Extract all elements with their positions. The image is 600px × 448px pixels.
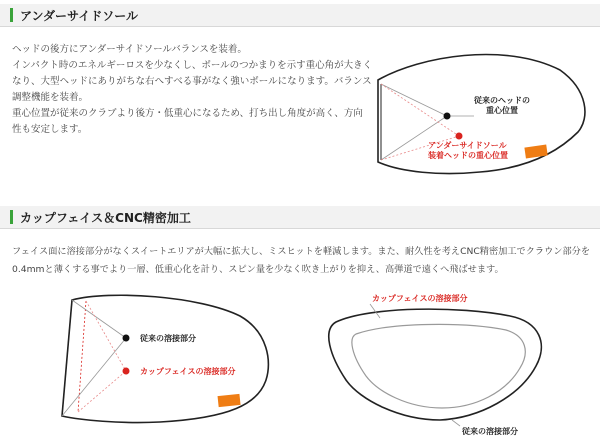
paragraph-line: なり、大型ヘッドにありがちな右へすべる事がなく強いボールになります。バランス (12, 76, 372, 87)
label-cupface-weld: カップフェイスの溶接部分 (140, 367, 236, 376)
paragraph-line: 調整機能を装着。 (12, 92, 89, 103)
label-conventional-cog: 従来のヘッドの (474, 96, 530, 105)
sole-weight-marker (218, 394, 241, 407)
conventional-weld-dot (123, 335, 130, 342)
section-title: アンダーサイドソール (20, 9, 138, 23)
label-conventional-weld: 従来の溶接部分 (140, 334, 196, 343)
paragraph-line: インパクト時のエネルギーロスを少なくし、ボールのつかまりを示す重心角が大きく (12, 60, 373, 71)
label-new-cog-2: 装着ヘッドの重心位置 (428, 151, 508, 160)
paragraph-line: 0.4mmと薄くする事でより一層、低重心化を計り、スピン量を少なく吹き上がりを抑え、高弾道で遠くへ飛ばせます。 (12, 264, 504, 275)
leader-line (452, 420, 460, 426)
paragraph-line: 重心位置が従来のクラブより後方・低重心になるため、打ち出し角度が高く、方向 (12, 108, 363, 119)
paragraph-line: ヘッドの後方にアンダーサイドソールバランスを装着。 (12, 44, 247, 55)
paragraph-line: フェイス面に溶接部分がなくスイートエリアが大幅に拡大し、ミスヒットを軽減します。また、耐久性を考えCNC精密加工でクラウン部分を (12, 246, 591, 257)
label-conventional-cog-2: 重心位置 (486, 106, 518, 115)
new-cog-dot (456, 133, 463, 140)
conventional-cog-dot (444, 113, 451, 120)
paragraph-line: 性も安定します。 (12, 124, 88, 135)
cup-face-diagram-right (329, 293, 542, 436)
label-conventional-weld: 従来の溶接部分 (462, 427, 518, 436)
label-new-cog: アンダーサイドソール (428, 141, 507, 150)
head-outer-outline (329, 309, 542, 420)
underside-sole-diagram (378, 55, 585, 174)
cupface-weld-dot (123, 368, 130, 375)
cup-face-diagram-left (62, 295, 268, 422)
section-title: カップフェイス＆CNC精密加工 (20, 211, 191, 225)
label-cupface-weld: カップフェイスの溶接部分 (372, 294, 468, 303)
